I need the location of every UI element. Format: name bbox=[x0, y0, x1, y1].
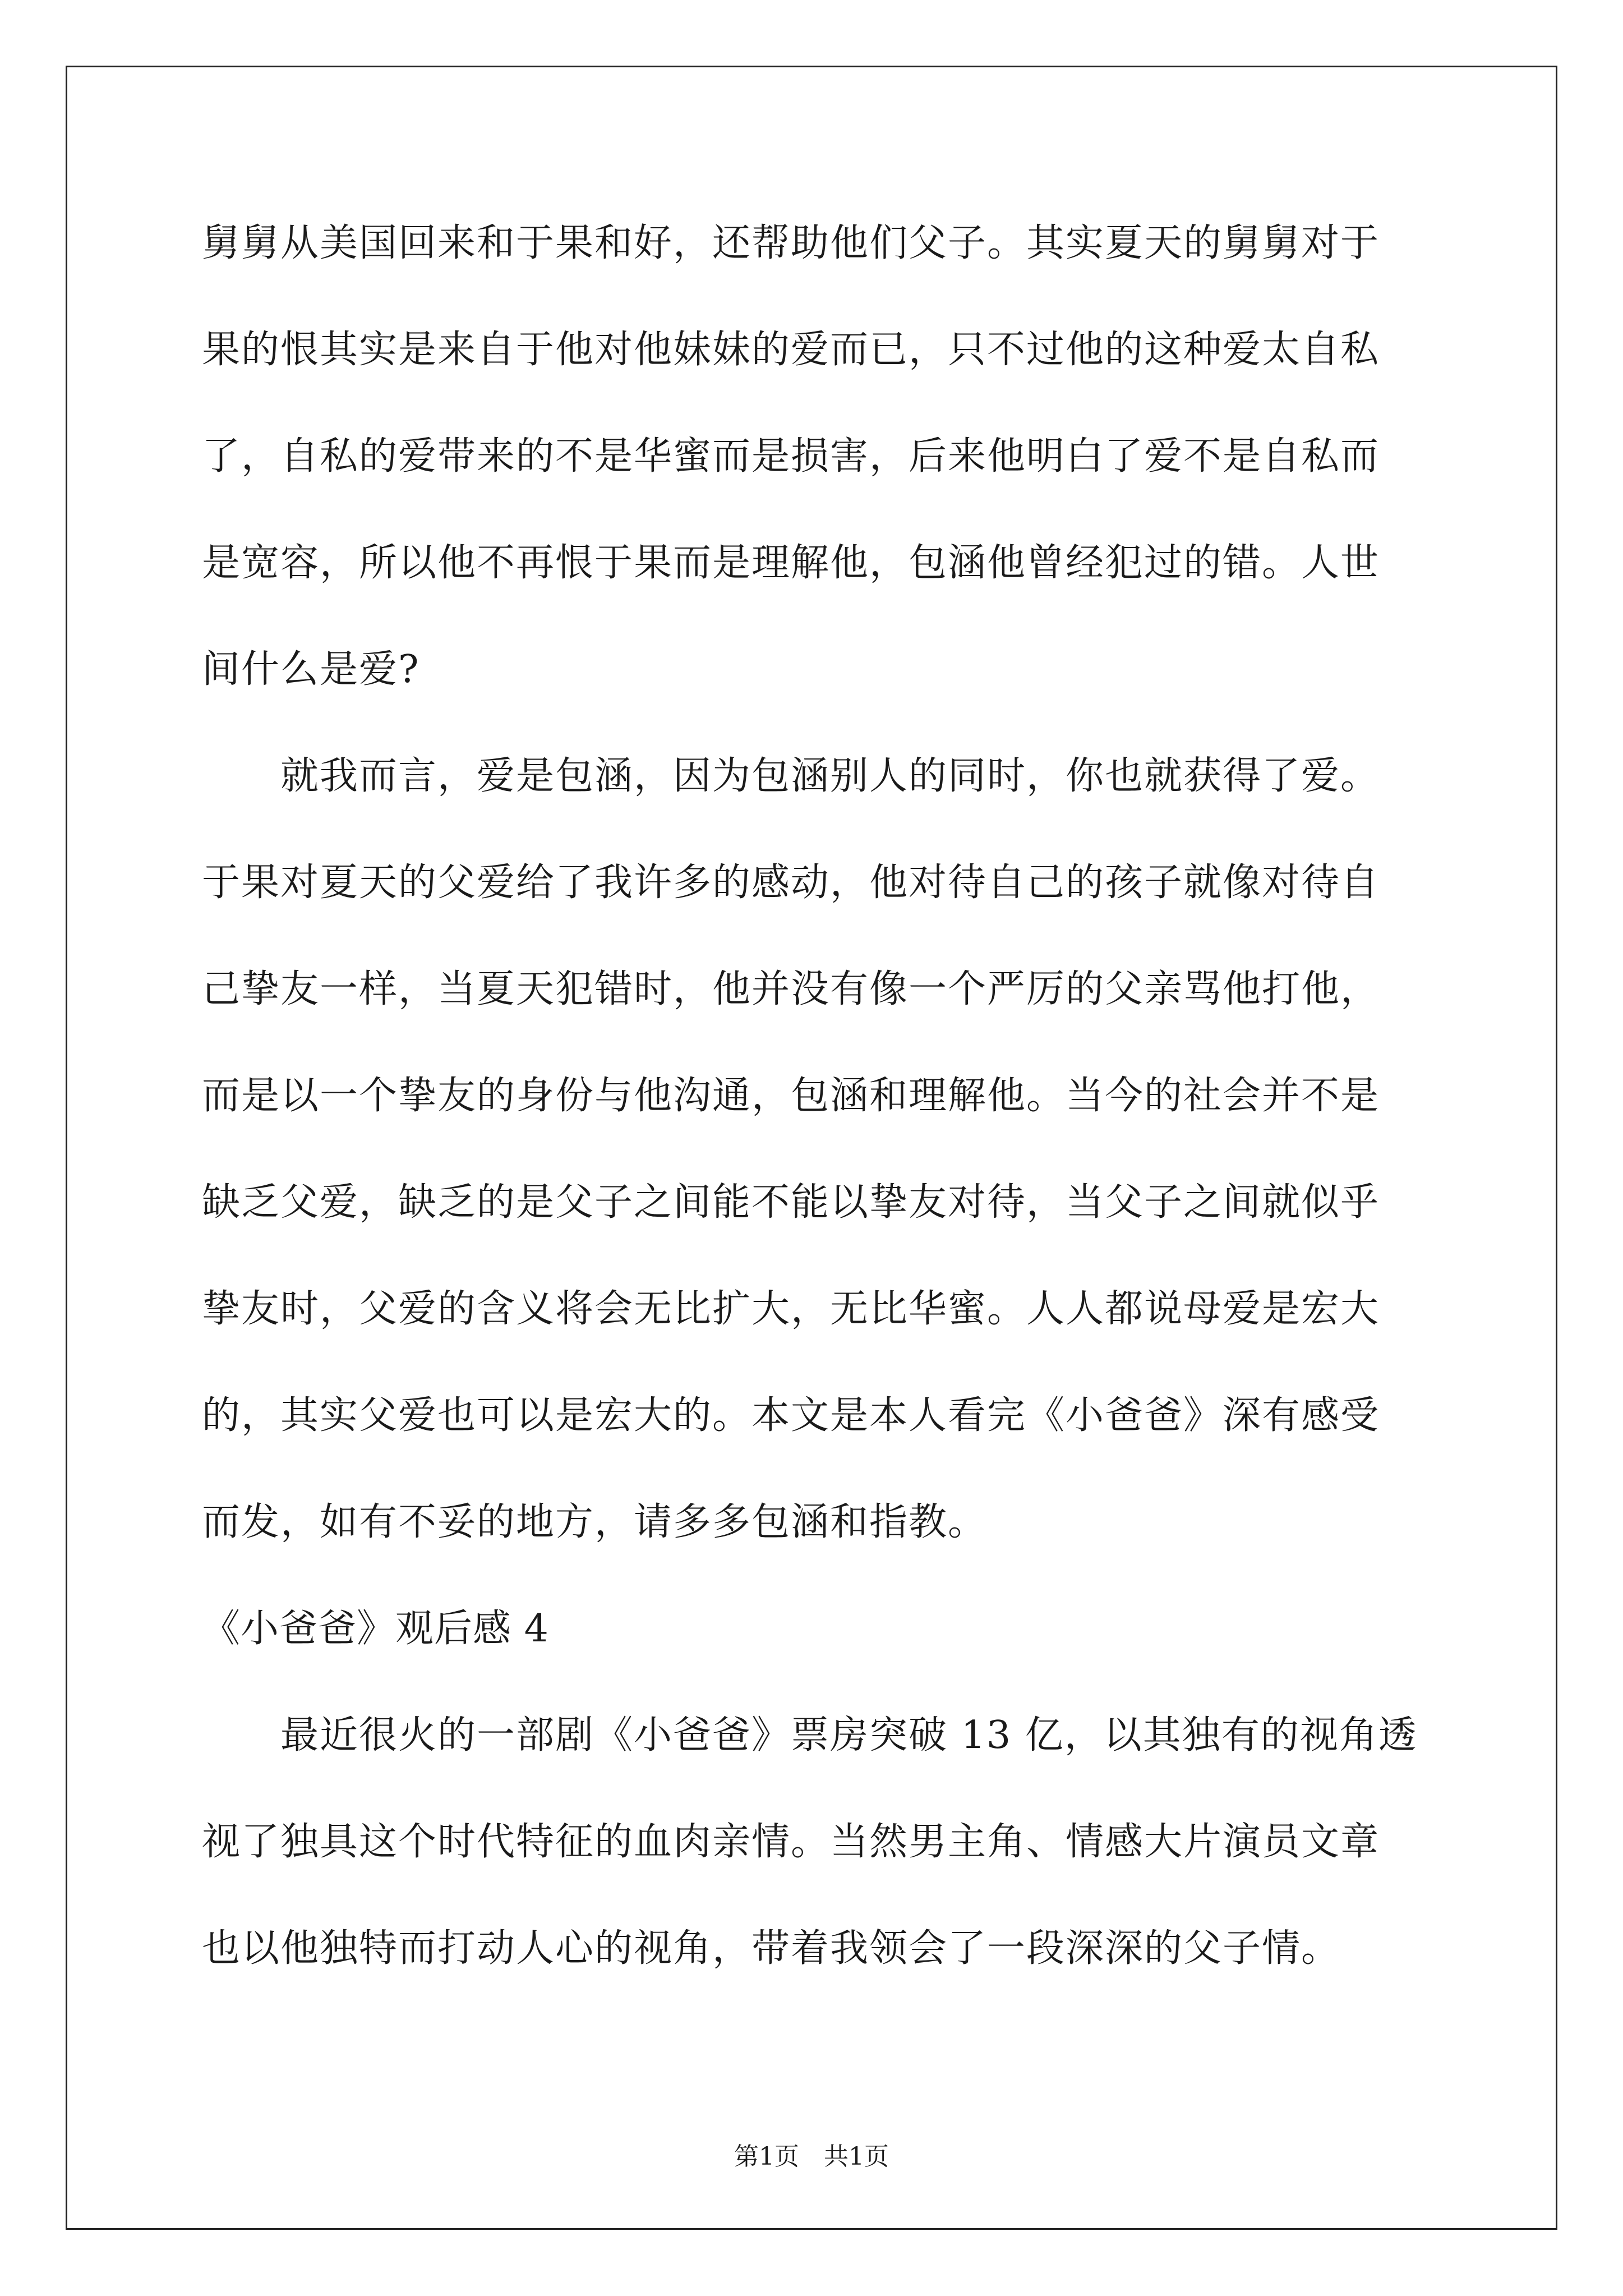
text-line: 缺乏父爱，缺乏的是父子之间能不能以挚友对待，当父子之间就似乎 bbox=[202, 1180, 1380, 1225]
text-line: 果的恨其实是来自于他对他妹妹的爱而已，只不过他的这种爱太自私 bbox=[202, 328, 1380, 372]
text-line: 也以他独特而打动人心的视角，带着我领会了一段深深的父子情。 bbox=[202, 1926, 1341, 1971]
text-line: 了，自私的爱带来的不是华蜜而是损害，后来他明白了爱不是自私而 bbox=[202, 434, 1380, 478]
text-line: 舅舅从美国回来和于果和好，还帮助他们父子。其实夏天的舅舅对于 bbox=[202, 221, 1380, 265]
paragraph-start-line: 最近很火的一部剧《小爸爸》票房突破 13 亿，以其独有的视角透 bbox=[202, 1713, 1418, 1757]
paragraph-start-line: 就我而言，爱是包涵，因为包涵别人的同时，你也就获得了爱。 bbox=[202, 754, 1380, 798]
page-number-footer: 第1页 共1页 bbox=[734, 2142, 889, 2171]
section-heading: 《小爸爸》观后感 4 bbox=[202, 1607, 549, 1651]
text-line: 视了独具这个时代特征的血肉亲情。当然男主角、情感大片演员文章 bbox=[202, 1820, 1380, 1864]
text-line: 而发，如有不妥的地方，请多多包涵和指教。 bbox=[202, 1500, 988, 1544]
text-line: 而是以一个挚友的身份与他沟通，包涵和理解他。当今的社会并不是 bbox=[202, 1074, 1380, 1118]
text-line: 的，其实父爱也可以是宏大的。本文是本人看完《小爸爸》深有感受 bbox=[202, 1393, 1380, 1438]
text-line: 己挚友一样，当夏天犯错时，他并没有像一个严厉的父亲骂他打他， bbox=[202, 967, 1380, 1011]
text-line: 间什么是爱? bbox=[202, 647, 420, 692]
text-line: 是宽容，所以他不再恨于果而是理解他，包涵他曾经犯过的错。人世 bbox=[202, 541, 1380, 585]
document-body bbox=[202, 212, 1430, 2024]
text-line: 于果对夏天的父爱给了我许多的感动，他对待自己的孩子就像对待自 bbox=[202, 861, 1380, 905]
text-line: 挚友时，父爱的含义将会无比扩大，无比华蜜。人人都说母爱是宏大 bbox=[202, 1287, 1380, 1331]
